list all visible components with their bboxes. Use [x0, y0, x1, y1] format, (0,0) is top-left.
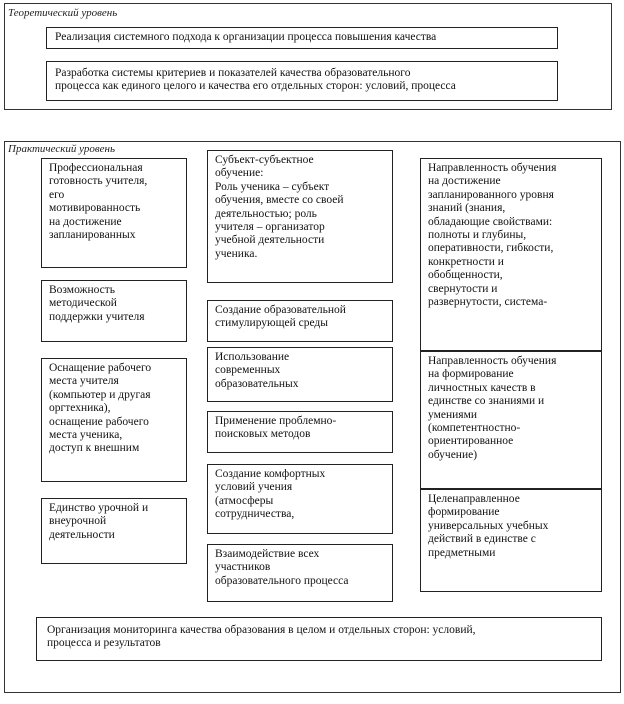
knowledge-focus-box: Направленность обучения на достижение запланированного уровня знаний (знания, обладающие свойствами: полноты и глубины, оперативности, гибкости, конкретности и обобщенности, свернутости и развернутости, системa-: [420, 158, 602, 351]
problem-search-methods-box: Применение проблемно- поисковых методов: [207, 411, 393, 453]
subject-subject-learning-box: Субъект-субъектное обучение: Роль ученика – субъект обучения, вместе со своей деятельностью; роль учителя – организатор учебной деятельности ученика.: [207, 150, 393, 283]
theoretical-level-label: Теоретический уровень: [8, 7, 118, 19]
participants-interaction-box: Взаимодействие всех участников образовательного процесса: [207, 544, 393, 602]
universal-learning-actions-box: Целенаправленное формирование универсальных учебных действий в единстве с предметными: [420, 489, 602, 592]
lesson-unity-box: Единство урочной и внеурочной деятельности: [41, 498, 187, 564]
personal-qualities-box: Направленность обучения на формирование личностных качеств в единстве со знаниями и умениями (компетентностно- ориентированное обучение): [420, 351, 602, 489]
criteria-system-box: Разработка системы критериев и показателей качества образовательного процесса как единого целого и качества его отдельных сторон: условий, процесса: [46, 61, 558, 101]
systems-approach-box: Реализация системного подхода к организации процесса повышения качества: [46, 27, 558, 49]
quality-monitoring-box: Организация мониторинга качества образования в целом и отдельных сторон: условий, процесса и результатов: [36, 617, 602, 661]
stimulating-environment-box: Создание образовательной стимулирующей среды: [207, 300, 393, 342]
comfortable-conditions-box: Создание комфортных условий учения (атмосферы сотрудничества,: [207, 464, 393, 534]
modern-technologies-box: Использование современных образовательных: [207, 347, 393, 402]
workplace-equipment-box: Оснащение рабочего места учителя (компьютер и другая оргтехника), оснащение рабочего места ученика, доступ к внешним: [41, 358, 187, 482]
practical-level-label: Практический уровень: [8, 143, 116, 155]
methodical-support-box: Возможность методической поддержки учителя: [41, 280, 187, 342]
teacher-readiness-box: Профессиональная готовность учителя, его мотивированность на достижение запланированных: [41, 158, 187, 268]
